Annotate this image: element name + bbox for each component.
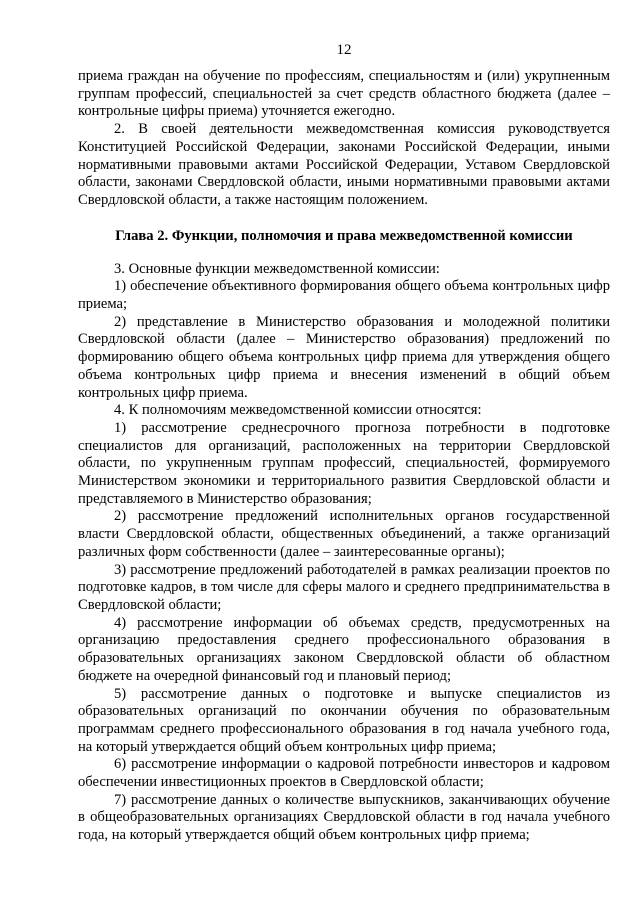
paragraph-subitem-4-3: 3) рассмотрение предложений работодателей в рамках реализации проектов по подготовке кадров, в том числе для сферы малого и среднего предпринимательства в Свердловской области; — [78, 561, 610, 613]
paragraph-subitem-3-2: 2) представление в Министерство образования и молодежной политики Свердловской области (далее – Министерство образования) предложений по формированию общего объема контрольных цифр приема для утверждения общего объема контрольных цифр приема и внесения изменений в общий объем контрольных цифр приема. — [78, 313, 610, 401]
page-number: 12 — [336, 42, 352, 58]
paragraph-subitem-4-1: 1) рассмотрение среднесрочного прогноза потребности в подготовке специалистов для организаций, расположенных на территории Свердловской области, по укрупненным группам профессий, специальностей, формируемого Министерством экономики и территориального развития Свердловской области и представляемого в Министерство образования; — [78, 419, 610, 507]
paragraph-item-3: 3. Основные функции межведомственной комиссии: — [114, 260, 440, 277]
paragraph-subitem-4-7: 7) рассмотрение данных о количестве выпускников, заканчивающих обучение в общеобразовательных организациях Свердловской области в год начала учебного года, на который утверждается общий объем контрольных цифр приема; — [78, 791, 610, 844]
paragraph-subitem-4-4: 4) рассмотрение информации об объемах средств, предусмотренных на организацию предоставления среднего профессионального образования в образовательных организациях законом Свердловской области об областном бюджете на очередной финансовый год и плановый период; — [78, 614, 610, 684]
paragraph-subitem-3-1: 1) обеспечение объективного формирования общего объема контрольных цифр приема; — [78, 278, 610, 313]
document-page — [78, 40, 610, 845]
paragraph-subitem-4-6: 6) рассмотрение информации о кадровой потребности инвесторов и кадровом обеспечении инвестиционных проектов в Свердловской области; — [78, 756, 610, 791]
paragraph-subitem-4-5: 5) рассмотрение данных о подготовке и выпуске специалистов из образовательных организаций по окончании обучения по образовательным программам среднего профессионального образования в год начала учебного года, на который утверждается общий объем контрольных цифр приема; — [78, 685, 610, 755]
paragraph-item-4: 4. К полномочиям межведомственной комиссии относятся: — [114, 402, 482, 419]
chapter-title: Глава 2. Функции, полномочия и права межведомственной комиссии — [115, 227, 573, 244]
paragraph-item-2: 2. В своей деятельности межведомственная комиссия руководствуется Конституцией Российской Федерации, законами Российской Федерации, иными нормативными правовыми актами Российской Федерации, Уставом Свердловской области, законами Свердловской области, иными нормативными правовыми актами Свердловской области, а также настоящим положением. — [78, 121, 610, 208]
paragraph-continuation: приема граждан на обучение по профессиям, специальностям и (или) укрупненным группам профессий, специальностей за счет средств областного бюджета (далее – контрольные цифры приема) уточняется ежегодно. — [78, 68, 610, 120]
paragraph-subitem-4-2: 2) рассмотрение предложений исполнительных органов государственной власти Свердловской области, общественных объединений, а также организаций различных форм собственности (далее – заинтересованные органы); — [78, 508, 610, 560]
